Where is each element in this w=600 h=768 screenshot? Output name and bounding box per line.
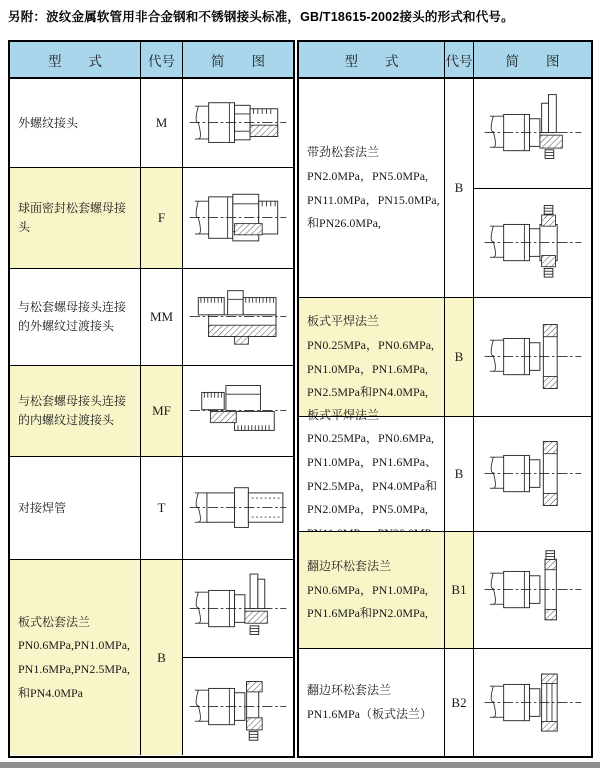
fitting-code-cell: B — [445, 417, 474, 531]
fitting-code-cell: B — [141, 560, 183, 755]
fitting-type-cell — [10, 560, 141, 755]
fitting-type-cell — [299, 649, 445, 756]
left-header-code: 代号 — [141, 42, 183, 77]
fitting-diagram-cell — [183, 366, 293, 456]
left-header-type: 型 式 — [10, 42, 141, 77]
left-table-row — [10, 167, 293, 268]
fitting-type-line: PN1.6MPa,PN2.5MPa, — [18, 662, 131, 676]
fitting-diagram-column — [183, 366, 293, 456]
fitting-type-line: 板式松套法兰 — [18, 614, 91, 629]
left-header-diagram: 简 图 — [211, 53, 265, 69]
fitting-type-line: PN1.0MPa，PN1.6MPa、 — [307, 454, 438, 469]
fitting-diagram-cell — [474, 649, 591, 756]
fittings-tables-area — [8, 40, 593, 758]
fitting-type-line: PN0.25MPa，PN0.6MPa, — [307, 431, 435, 446]
fitting-type-line: 外螺纹接头 — [18, 115, 79, 130]
fitting-type-cell — [10, 366, 141, 456]
fitting-type-line: 翻边环松套法兰 — [307, 683, 392, 698]
right-table-row — [299, 79, 591, 297]
fitting-type-line: PN1.6MPa（板式法兰） — [307, 707, 433, 721]
left-table-row — [10, 268, 293, 365]
fitting-diagram-cell — [474, 532, 591, 648]
fitting-code-cell: B — [445, 79, 474, 297]
right-header-code: 代号 — [445, 42, 474, 77]
left-table-row — [10, 79, 293, 167]
fitting-type-cell — [299, 79, 445, 297]
flat-weld-flange-diagram — [481, 433, 585, 515]
right-header-type: 型 式 — [299, 42, 445, 77]
fitting-type-line: 和PN26.0MPa, — [307, 216, 382, 231]
fitting-type-line: PN2.0MPa，PN5.0MPa, — [307, 168, 429, 183]
fitting-diagram-cell — [183, 79, 293, 167]
right-table-row — [299, 531, 591, 648]
plate-loose-flange-top-diagram — [186, 568, 290, 650]
fitting-type-line: PN1.0MPa，PN1.6MPa, — [307, 361, 429, 376]
fitting-type-line: PN0.6MPa，PN1.0MPa, — [307, 582, 429, 597]
fitting-type-line: PN2.5MPa和PN4.0MPa, — [307, 385, 429, 400]
butt-weld-pipe-diagram — [186, 467, 290, 549]
fitting-type-line: 对接焊管 — [18, 500, 67, 515]
fitting-diagram-column — [183, 269, 293, 365]
fitting-code-cell: M — [141, 79, 183, 167]
plate-loose-flange-bottom-diagram — [186, 666, 290, 748]
fitting-type-cell — [10, 269, 141, 365]
fitting-type-line: PN2.0MPa，PN5.0MPa, — [307, 502, 429, 517]
flat-weld-flange-diagram — [481, 316, 585, 398]
fitting-type-line: 板式平焊法兰 — [307, 407, 380, 422]
fitting-diagram-column — [474, 532, 591, 648]
fitting-diagram-cell — [183, 560, 293, 657]
fitting-diagram-column — [183, 79, 293, 167]
fitting-code-cell: MF — [141, 366, 183, 456]
left-table-row — [10, 365, 293, 456]
fitting-type-line: PN0.6MPa,PN1.0MPa, — [18, 638, 131, 653]
fitting-diagram-column — [183, 457, 293, 559]
right-header-diagram: 简 图 — [505, 53, 560, 69]
fitting-code-cell: MM — [141, 269, 183, 365]
fitting-type-line: 与松套螺母接头连接的内螺纹过渡接头 — [18, 394, 127, 427]
fitting-diagram-cell — [183, 457, 293, 559]
fitting-type-cell — [299, 532, 445, 648]
fitting-type-line: PN1.6MPa和PN2.0MPa, — [307, 606, 429, 621]
lapped-ring-flange-b1-diagram — [481, 549, 585, 631]
left-table-row — [10, 456, 293, 559]
right-table-row — [299, 648, 591, 756]
left-table-row — [10, 559, 293, 755]
spherical-nut-diagram — [186, 177, 290, 259]
fitting-diagram-cell — [183, 269, 293, 365]
fitting-code-cell: F — [141, 168, 183, 268]
fitting-type-line: 与松套螺母接头连接的外螺纹过渡接头 — [18, 300, 127, 333]
fitting-code-cell: T — [141, 457, 183, 559]
fitting-diagram-cell — [474, 298, 591, 416]
fitting-diagram-column — [474, 79, 591, 297]
scan-edge-bottom — [0, 762, 600, 768]
external-thread-diagram — [186, 82, 290, 164]
lapped-ring-flange-b2-diagram — [481, 662, 585, 744]
fitting-code-cell: B — [445, 298, 474, 416]
fitting-code-cell: B2 — [445, 649, 474, 756]
fitting-diagram-cell — [474, 188, 591, 298]
fitting-type-cell — [299, 298, 445, 416]
right-fittings-table — [297, 40, 593, 758]
fitting-diagram-column — [474, 417, 591, 531]
fitting-diagram-column — [183, 560, 293, 755]
fitting-type-line: PN2.5MPa，PN4.0MPa和 — [307, 478, 438, 493]
fitting-type-line: 球面密封松套螺母接头 — [18, 201, 127, 234]
left-fittings-table — [8, 40, 295, 758]
male-female-adapter-diagram — [186, 370, 290, 452]
left-table-header-row — [10, 42, 293, 79]
fitting-type-line: 带劲松套法兰 — [307, 145, 380, 160]
fitting-type-cell — [10, 168, 141, 268]
male-male-adapter-diagram — [186, 276, 290, 358]
neck-loose-flange-top-diagram — [481, 92, 585, 174]
fitting-type-line: PN11.0MPa，PN15.0MPa, — [307, 192, 440, 207]
fitting-type-cell — [10, 79, 141, 167]
right-table-row — [299, 297, 591, 416]
document-caption: 另附：波纹金属软管用非合金钢和不锈钢接头标准，GB/T18615-2002接头的形式和代号。 — [8, 10, 514, 24]
fitting-diagram-cell — [183, 657, 293, 755]
fitting-type-line: 和PN4.0MPa — [18, 685, 84, 700]
fitting-diagram-column — [474, 649, 591, 756]
fitting-type-line: 板式平焊法兰 — [307, 314, 380, 329]
fitting-diagram-column — [183, 168, 293, 268]
right-table-row — [299, 407, 591, 531]
fitting-type-cell — [10, 457, 141, 559]
fitting-diagram-cell — [474, 417, 591, 531]
fitting-diagram-cell — [183, 168, 293, 268]
fitting-type-cell — [299, 407, 445, 531]
fitting-type-line: PN0.25MPa，PN0.6MPa, — [307, 337, 435, 352]
fitting-code-cell: B1 — [445, 532, 474, 648]
neck-loose-flange-bottom-diagram — [481, 202, 585, 284]
right-table-header-row — [299, 42, 591, 79]
fitting-diagram-cell — [474, 79, 591, 188]
fitting-diagram-column — [474, 298, 591, 416]
fitting-type-line: 翻边环松套法兰 — [307, 559, 392, 574]
